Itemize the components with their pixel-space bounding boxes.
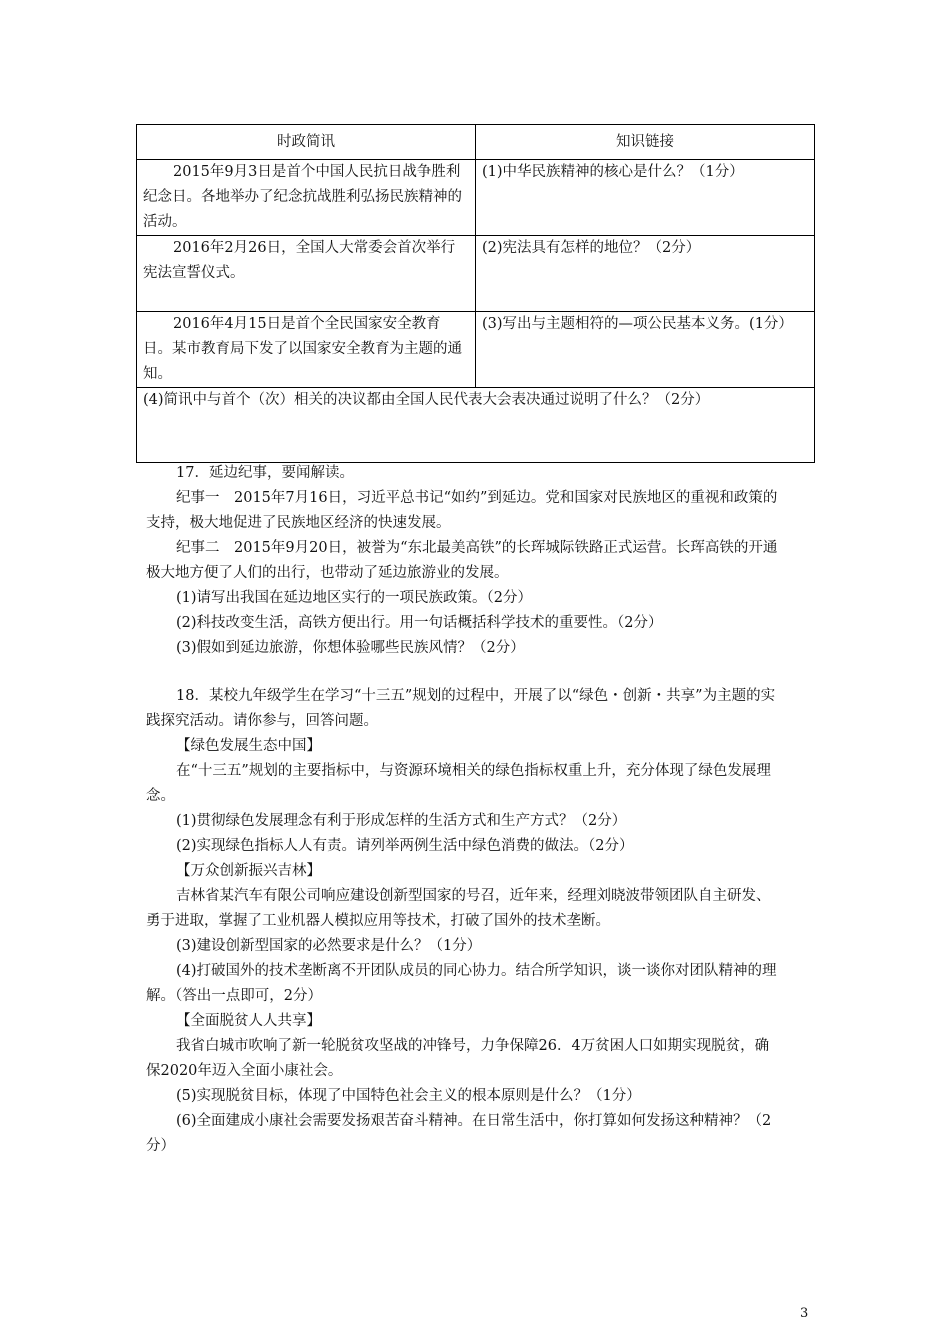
q17-title: 17．延边纪事，要闻解读。 [176,465,354,481]
news-cell: 2016年2月26日，全国人大常委会首次举行宪法宣誓仪式。 [137,236,476,312]
q17-event-2: 纪事二 2015年9月20日，被誉为“东北最美高铁”的长珲城际铁路正式运营。长珲高铁的开通极大地方便了人们的出行，也带动了延边旅游业的发展。 [146,540,778,581]
q18-section-poverty-title: 【全面脱贫人人共享】 [176,1013,321,1029]
q18-section-poverty-text: 我省白城市吹响了新一轮脱贫攻坚战的冲锋号，力争保障26．4万贫困人口如期实现脱贫，确保2020年迈入全面小康社会。 [146,1038,770,1079]
header-news: 时政简讯 [137,125,476,160]
q18-section-innovation-text: 吉林省某汽车有限公司响应建设创新型国家的号召，近年来，经理刘晓波带领团队自主研发、勇于进取，掌握了工业机器人模拟应用等技术，打破了国外的技术垄断。 [146,888,771,929]
question-cell: (3)写出与主题相符的—项公民基本义务。(1分） [476,312,815,388]
q17-question-1: (1)请写出我国在延边地区实行的一项民族政策。（2分） [176,590,533,606]
q18-section-innovation-title: 【万众创新振兴吉林】 [176,863,321,879]
q18-question-2: (2)实现绿色指标人人有责。请列举两例生活中绿色消费的做法。（2分） [176,838,634,854]
q18-question-3: (3)建设创新型国家的必然要求是什么？（1分） [176,938,482,954]
table-header-row [137,125,815,160]
table-row [137,312,815,388]
table-row [137,236,815,312]
news-knowledge-table [136,124,815,463]
q17-question-3: (3)假如到延边旅游，你想体验哪些民族风情？（2分） [176,640,525,656]
q18-section-green-title: 【绿色发展生态中国】 [176,738,321,754]
news-cell: 2016年4月15日是首个全民国家安全教育日。某市教育局下发了以国家安全教育为主题的通知。 [137,312,476,388]
table-footer-row [137,388,815,463]
q18-section-green-text: 在“十三五”规划的主要指标中，与资源环境相关的绿色指标权重上升，充分体现了绿色发展理念。 [146,763,771,804]
table-row [137,160,815,236]
page-number: 3 [800,1306,809,1321]
question-17 [146,461,782,661]
q18-question-4: (4)打破国外的技术垄断离不开团队成员的同心协力。结合所学知识，谈一谈你对团队精神的理解。（答出一点即可，2分） [146,963,777,1004]
question-cell: (1)中华民族精神的核心是什么？（1分） [476,160,815,236]
news-cell: 2015年9月3日是首个中国人民抗日战争胜利纪念日。各地举办了纪念抗战胜利弘扬民族精神的活动。 [137,160,476,236]
q18-question-1: (1)贯彻绿色发展理念有利于形成怎样的生活方式和生产方式？（2分） [176,813,627,829]
footer-question-cell: (4)简讯中与首个（次）相关的决议都由全国人民代表大会表决通过说明了什么？（2分） [137,388,815,463]
q17-question-2: (2)科技改变生活，高铁方便出行。用一句话概括科学技术的重要性。（2分） [176,615,663,631]
q18-question-6: (6)全面建成小康社会需要发扬艰苦奋斗精神。在日常生活中，你打算如何发扬这种精神？（2分） [146,1113,772,1154]
q17-event-1: 纪事一 2015年7月16日，习近平总书记“如约”到延边。党和国家对民族地区的重视和政策的支持，极大地促进了民族地区经济的快速发展。 [146,490,778,531]
header-knowledge: 知识链接 [476,125,815,160]
question-cell: (2)宪法具有怎样的地位？（2分） [476,236,815,312]
q18-intro: 18．某校九年级学生在学习“十三五”规划的过程中，开展了以“绿色・创新・共享”为主题的实践探究活动。请你参与，回答问题。 [146,688,776,729]
q18-question-5: (5)实现脱贫目标，体现了中国特色社会主义的根本原则是什么？（1分） [176,1088,641,1104]
question-18 [146,684,782,1159]
